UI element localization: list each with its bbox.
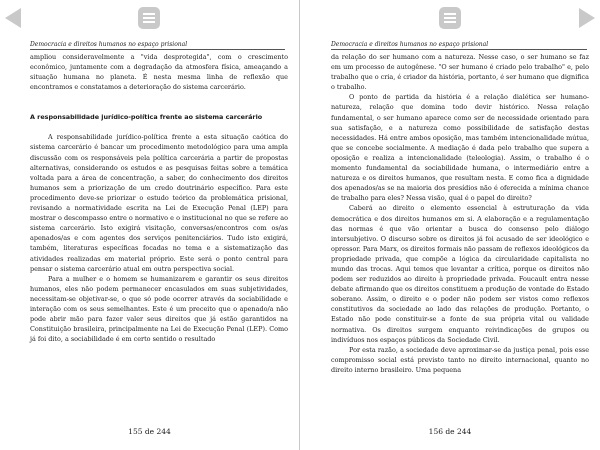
paragraph: da relação do ser humano com a natureza. Nesse caso, o ser humano se faz em um processo de autogênese. "O ser humano é criado pelo trabalho" e, pelo trabalho que o cria, é criador da história, portanto, é ser humano que dignifica o trabalho. xyxy=(331,53,589,92)
list-menu-icon xyxy=(143,21,155,23)
right-page xyxy=(300,0,600,450)
previous-page-button[interactable] xyxy=(5,8,21,28)
page-number: 156 de 244 xyxy=(428,427,472,436)
paragraph: A responsabilidade jurídico-política frente a esta situação caótica do sistema carcerário é bancar um procedimento metodológico para uma ampla discussão com os responsáveis pela política carcerária a partir de propostas alternativas, considerando os estudos e as pesquisas feitas sobre a temática voltada para a área de concentração, a saber, do conhecimento dos direitos humanos sem a priorização de um credo doutrinário específico. Para este procedimento deve-se priorizar o estudo teórico da problemática prisional, revisando a normatividade escrita na Lei de Execução Penal (LEP) para mostrar o descompasso entre o normativo e o institucional no que se refere ao sistema carcerário. Isto exigirá visitação, conversas/encontros com os/as apenados/as e com agentes dos serviços penitenciários. Tudo isto exigirá, também, literaturas específicas focadas no tema e a sistematização das atividades realizadas em material próprio. Este será o ponto central para pensar o sistema carcerário atual em outra perspectiva social. xyxy=(30,133,288,273)
list-menu-icon xyxy=(444,21,456,23)
left-page xyxy=(0,0,299,450)
paragraph: Por esta razão, a sociedade deve aproximar-se da justiça penal, pois esse compromisso social está previsto tanto no direito internacional, quanto no direito interno brasileiro. Uma pequena xyxy=(331,345,589,374)
header-rule xyxy=(30,49,285,50)
paragraph: Caberá ao direito o elemento essencial à estruturação da vida democrática e dos direitos humanos em si. A elaboração e a regulamentação das normas é que vão orientar a busca do consenso pelo diálogo intersubjetivo. O discurso sobre os direitos já foi acusado de ser ideológico e opressor. Para Marx, os direitos formais não passam de reflexos ideológicos da propriedade privada, que compõe a lógica da circularidade capitalista no mundo das trocas. Aqui temos que levantar a crítica, porque os direitos não podem ser reduzidos ao direito à propriedade privada. Foucault entra nesse debate afirmando que os direitos constituem a produção de vontade do Estado soberano. Assim, o direito e o poder não podem ser vistos como reflexos constitutivos da sociedade ao lado das relações de produção. Portanto, o Estado não pode constituir-se a fonte de sua própria vital ou validade normativa. Os direitos surgem enquanto reivindicações de grupos ou indivíduos nos espaços públicos da Sociedade Civil. xyxy=(331,204,589,344)
running-head: Democracia e direitos humanos no espaço prisional xyxy=(30,41,188,48)
list-menu-icon xyxy=(444,17,456,19)
list-menu-icon xyxy=(444,13,456,15)
menu-button[interactable] xyxy=(138,7,160,29)
paragraph: ampliou consideravelmente a "vida desprotegida", com o crescimento econômico, juntamente com a degradação da atmosfera física, ameaçando a situação humana no planeta. É nesta mesma linha de reflexão que encontramos e constatamos a deterioração do sistema carcerário. xyxy=(30,53,288,92)
page-body xyxy=(30,52,288,344)
running-head: Democracia e direitos humanos no espaço prisional xyxy=(331,41,489,48)
menu-button[interactable] xyxy=(439,7,461,29)
list-menu-icon xyxy=(143,13,155,15)
page-number: 155 de 244 xyxy=(128,427,171,436)
page-body xyxy=(331,52,589,375)
paragraph: O ponto de partida da história é a relação dialética ser humano-natureza, relação que domina todo devir histórico. Nessa relação fundamental, o ser humano aparece como ser de necessidade orientado para sua satisfação, e a natureza como possibilidade de satisfação destas necessidades. Há entre ambos oposição, mas também intencionalidade mútua, que se concebe socialmente. A mediação é dada pelo trabalho que supera a oposição e realiza a intencionalidade (teleologia). Assim, o trabalho é o momento fundamental da sociabilidade humana, o intermediário entre a natureza e os direitos humanos, que resultam nesta. E como fica a dignidade dos apenados/as se na maioria dos presídios não é oferecida a mínima chance de trabalho para eles? Nessa visão, qual é o papel do direito? xyxy=(331,93,589,203)
paragraph: Para a mulher e o homem se humanizarem e garantir os seus direitos humanos, eles não podem permanecer encasulados em suas subjetividades, necessitam-se objetivar-se, o que só pode ocorrer através da sociabilidade e interação com os seus semelhantes. Este é um preceito que o apenado/a não pode abrir mão para fazer valer seus direitos que já estão garantidos na Constituição brasileira, principalmente na Lei de Execução Penal (LEP). Como já foi dito, a sociabilidade é em certo sentido o resultado xyxy=(30,274,288,344)
section-heading: A responsabilidade jurídico-política frente ao sistema carcerário xyxy=(30,113,263,122)
list-menu-icon xyxy=(143,17,155,19)
next-page-button[interactable] xyxy=(579,8,595,28)
header-rule xyxy=(331,49,587,50)
